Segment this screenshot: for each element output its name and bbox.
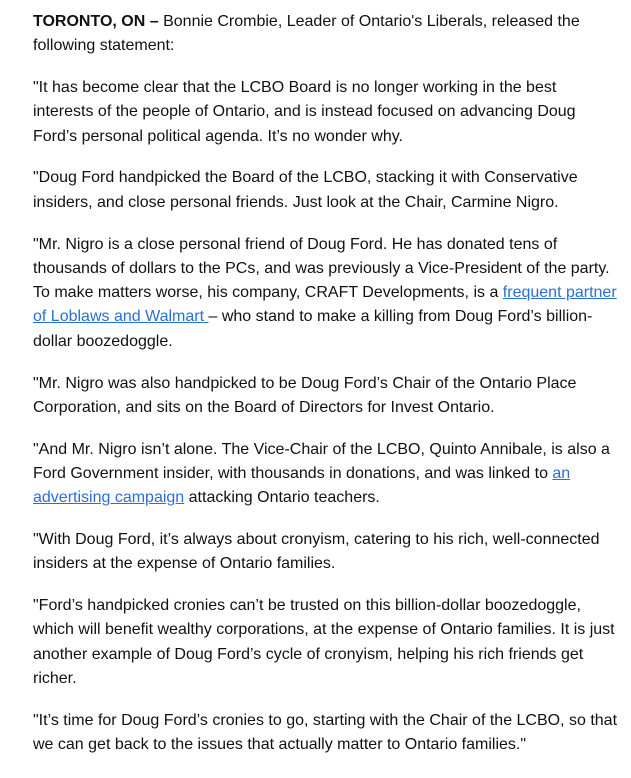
statement-paragraph-2: "Doug Ford handpicked the Board of the LCBO, stacking it with Conservative insiders, and close personal friends. Just look at the Chair, Carmine Nigro. [33,169,578,211]
advertising-campaign-link[interactable]: an advertising campaign [33,464,571,507]
dateline: TORONTO, ON – [33,13,159,30]
statement-paragraph-5 [33,438,619,511]
paragraph-5-text-after: attacking Ontario teachers. [184,489,380,507]
statement-paragraph-8: "It’s time for Doug Ford’s cronies to go, starting with the Chair of the LCBO, so that we can get back to the issues that actually matter to Ontario families." [33,711,618,754]
statement-paragraph-7: "Ford’s handpicked cronies can’t be trusted on this billion-dollar boozedoggle, which will benefit wealthy corporations, at the expense of Ontario families. It is just another example of Doug Ford’s cycle of cronyism, helping his rich friends get richer. [33,597,615,688]
intro-paragraph [33,10,619,59]
paragraph-5-text-before: "And Mr. Nigro isn’t alone. The Vice-Chair of the LCBO, Quinto Annibale, is also a Ford Government insider, with thousands in donations, and was linked to [33,440,610,482]
paragraph-3-text-before: "Mr. Nigro is a close personal friend of Doug Ford. He has donated tens of thousands of dollars to the PCs, and was previously a Vice-President of the party. To make matters worse, his company, CRAFT Developments, is a [33,235,610,302]
statement-paragraph-1: "It has become clear that the LCBO Board is no longer working in the best interests of the people of Ontario, and is instead focused on advancing Doug Ford’s personal political agenda. It’s no wonder why. [33,79,576,145]
paragraph-3-text-after: – who stand to make a killing from Doug Ford’s billion-dollar boozedoggle. [33,308,593,350]
statement-paragraph-6: "With Doug Ford, it’s always about cronyism, catering to his rich, well-connected insiders at the expense of Ontario families. [33,531,600,573]
intro-text: Bonnie Crombie, Leader of Ontario's Liberals, released the following statement: [33,13,580,55]
statement-paragraph-4: "Mr. Nigro was also handpicked to be Doug Ford’s Chair of the Ontario Place Corporation, and sits on the Board of Directors for Invest Ontario. [33,374,577,416]
frequent-partner-link[interactable]: frequent partner of Loblaws and Walmart [33,284,617,326]
statement-paragraph-3 [33,233,619,354]
